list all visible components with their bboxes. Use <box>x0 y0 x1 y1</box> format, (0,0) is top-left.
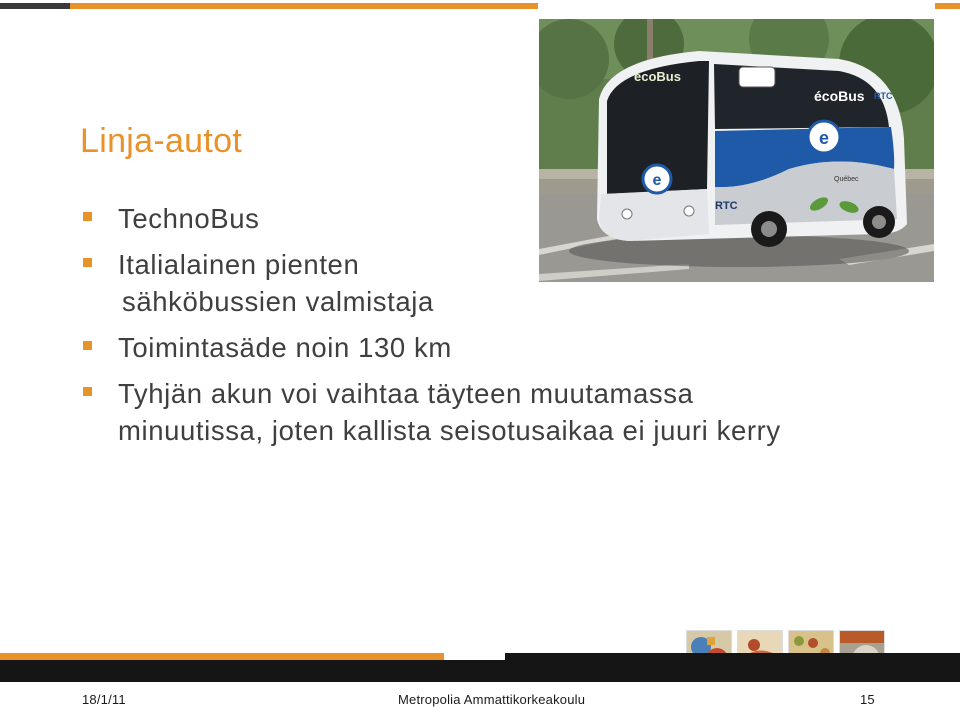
top-accent-bar <box>70 3 538 9</box>
bullet-text: sähköbussien valmistaja <box>122 286 434 317</box>
bullet-text: Toimintasäde noin 130 km <box>118 332 452 363</box>
footer-dark-step <box>505 653 960 660</box>
bus-brand-side: RTC <box>874 91 893 101</box>
bullet-text-continuation: minuutissa, joten kallista seisotusaikaa ei juuri kerry <box>118 415 781 446</box>
svg-text:e: e <box>652 172 662 189</box>
top-accent-bar-right <box>935 3 960 9</box>
slide-title: Linja-autot <box>80 122 243 160</box>
bullet-item <box>80 375 940 449</box>
bullet-item <box>80 329 940 366</box>
bullet-square-icon <box>83 341 92 350</box>
bullet-text: TechnoBus <box>118 203 260 234</box>
bullet-continuation <box>80 283 940 320</box>
bus-side-sign: écoBus <box>814 88 865 104</box>
footer-page-number: 15 <box>860 692 875 707</box>
bullet-text: Italialainen pienten <box>118 249 360 280</box>
footer-organization: Metropolia Ammattikorkeakoulu <box>398 692 586 707</box>
footer-date: 18/1/11 <box>82 692 126 707</box>
bus-brand: RTC <box>715 200 738 212</box>
bullet-square-icon <box>83 212 92 221</box>
bullet-text: Tyhjän akun voi vaihtaa täyteen muutamassa <box>118 378 694 409</box>
bus-city: Québec <box>834 176 859 183</box>
svg-text:e: e <box>818 128 830 148</box>
bullet-square-icon <box>83 258 92 267</box>
bus-front-sign: écoBus <box>634 69 681 84</box>
ecobus-photo <box>539 19 934 282</box>
bullet-square-icon <box>83 387 92 396</box>
top-dark-bar <box>0 3 70 9</box>
footer-accent-bar <box>0 653 444 660</box>
